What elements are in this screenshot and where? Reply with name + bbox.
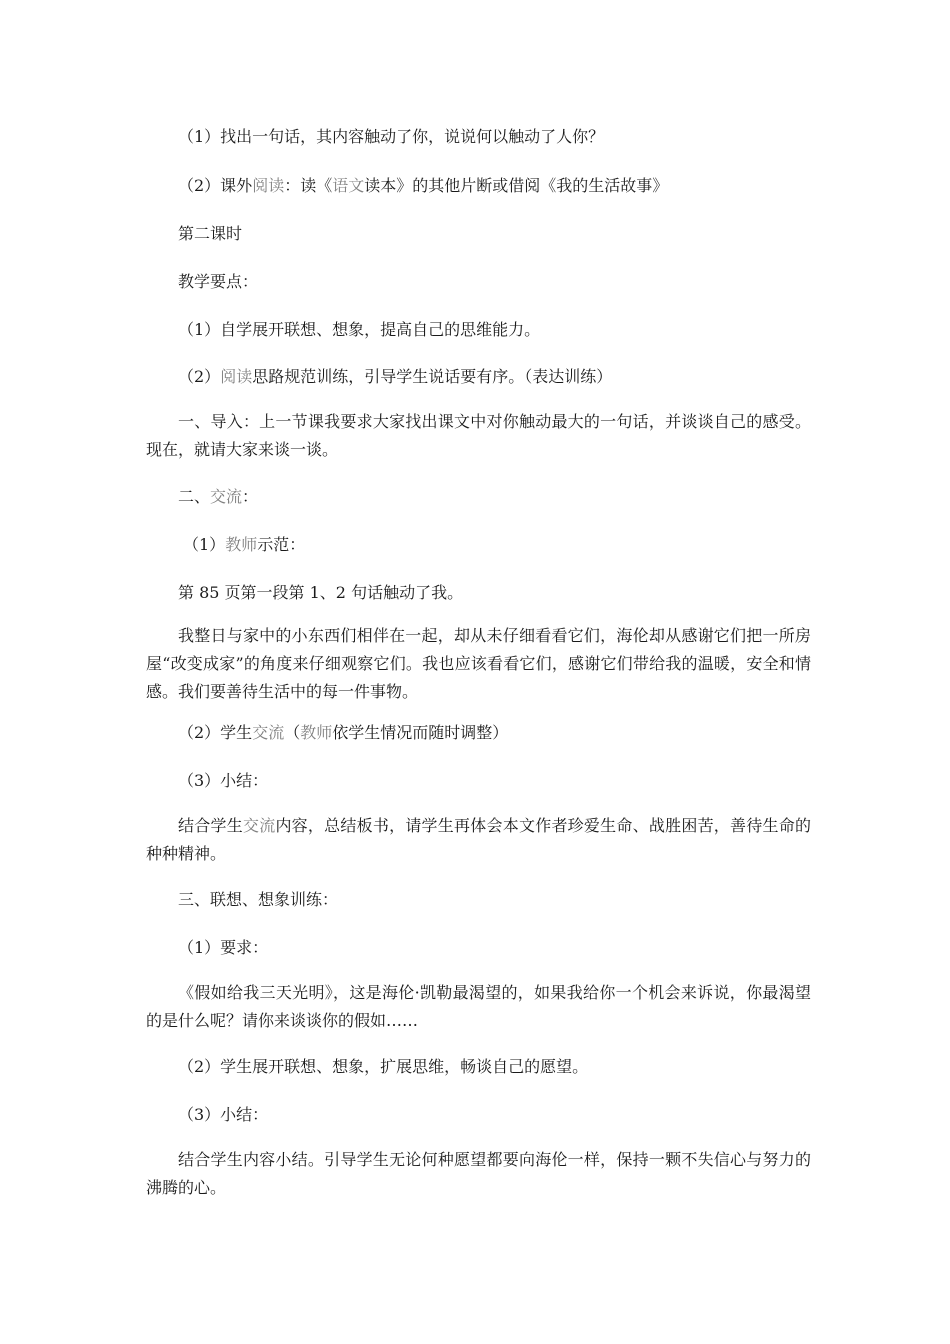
section-exchange-heading	[178, 487, 258, 507]
section-exchange-text-b: ：	[242, 487, 259, 506]
demo-paragraph: 我整日与家中的小东西们相伴在一起，却从未仔细看看它们，海伦却从感谢它们把一所房屋“改变成家”的角度来仔细观察它们。我也应该看看它们，感谢它们带给我的温暖，安全和情感。我们要善待生活中的每一件事物。	[146, 626, 811, 701]
section-exchange-text-a: 二、	[178, 487, 211, 506]
intro-paragraph: 一、导入：上一节课我要求大家找出课文中对你触动最大的一句话，并谈谈自己的感受。现在，就请大家来谈一谈。	[146, 412, 811, 459]
summary-paragraph-2: 结合学生内容小结。引导学生无论何种愿望都要向海伦一样，保持一颗不失信心与努力的沸腾的心。	[146, 1150, 811, 1197]
teaching-point-2-text-a: （2）	[178, 367, 221, 386]
link-exchange-3[interactable]: 交流	[242, 816, 276, 835]
link-teacher[interactable]: 教师	[225, 535, 258, 554]
requirement-paragraph: 《假如给我三天光明》，这是海伦·凯勒最渴望的，如果我给你一个机会来诉说，你最渴望的是什么呢？请你来谈谈你的假如……	[146, 983, 811, 1030]
summary-text-b: 内容，总结板书，请学生再体会本文作者珍爱生命、战胜困苦，善待生命的种种精神。	[146, 816, 811, 863]
teacher-demo-text-a: （1）	[183, 535, 226, 554]
teacher-demo	[183, 535, 305, 555]
teaching-points-heading: 教学要点：	[178, 272, 259, 291]
summary-heading-1: （3）小结：	[178, 771, 269, 790]
section-imagination-heading: 三、联想、想象训练：	[178, 890, 339, 909]
question-2	[178, 176, 668, 196]
teaching-point-2	[178, 367, 612, 387]
imagination-step-2: （2）学生展开联想、想象，扩展思维，畅谈自己的愿望。	[178, 1057, 589, 1076]
question-2-text-a: （2）课外	[178, 176, 253, 195]
student-exchange-text-a: （2）学生	[178, 723, 253, 742]
question-2-text-b: ：读《	[284, 176, 333, 195]
summary-paragraph-1	[146, 812, 811, 868]
summary-heading-2: （3）小结：	[178, 1105, 269, 1124]
link-exchange-2[interactable]: 交流	[252, 723, 285, 742]
teaching-point-1: （1）自学展开联想、想象，提高自己的思维能力。	[178, 320, 541, 339]
student-exchange-text-c: 依学生情况而随时调整）	[332, 723, 509, 742]
link-exchange[interactable]: 交流	[210, 487, 243, 506]
student-exchange-text-b: （	[284, 723, 301, 742]
student-exchange	[178, 723, 508, 743]
link-reading[interactable]: 阅读	[252, 176, 285, 195]
teacher-demo-text-b: 示范：	[257, 535, 306, 554]
teaching-point-2-text-b: 思路规范训练，引导学生说话要有序。（表达训练）	[252, 367, 613, 386]
link-chinese[interactable]: 语文	[332, 176, 365, 195]
summary-text-a: 结合学生	[178, 816, 243, 835]
section-heading-second-lesson: 第二课时	[178, 224, 243, 243]
question-2-text-c: 读本》的其他片断或借阅《我的生活故事》	[364, 176, 669, 195]
link-reading-2[interactable]: 阅读	[220, 367, 253, 386]
question-1: （1）找出一句话，其内容触动了你，说说何以触动了人你？	[178, 127, 605, 146]
demo-sentence: 第 85 页第一段第 1、2 句话触动了我。	[178, 583, 464, 602]
requirement-heading: （1）要求：	[178, 938, 269, 957]
link-teacher-2[interactable]: 教师	[300, 723, 333, 742]
